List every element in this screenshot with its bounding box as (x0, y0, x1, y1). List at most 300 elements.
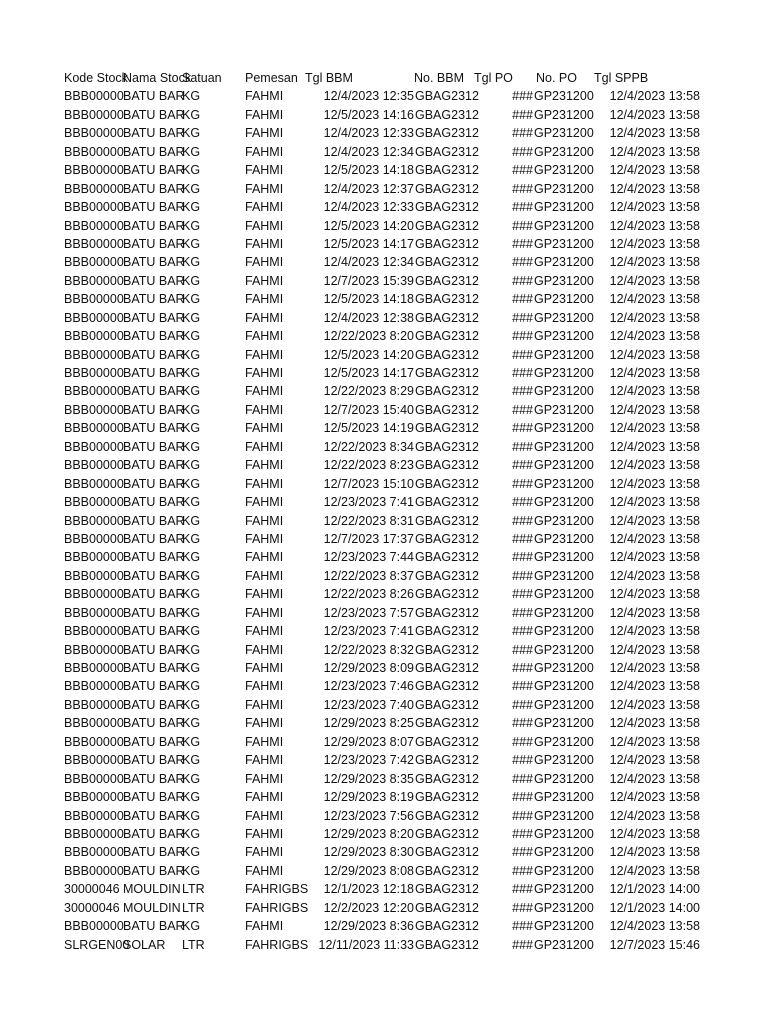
cell-pemesan: FAHMI (245, 89, 284, 104)
cell-kode-stock: BBB00000 (64, 605, 124, 620)
cell-no-bbm: GBAG2312 (415, 458, 479, 473)
cell-nama-stock: BATU BAR (123, 402, 185, 417)
cell-kode-stock: BBB00000 (64, 310, 124, 325)
cell-no-bbm: GBAG2312 (415, 439, 479, 454)
cell-no-po: GP231200 (534, 531, 594, 546)
cell-no-bbm: GBAG2312 (415, 402, 479, 417)
table-row (0, 180, 768, 198)
cell-kode-stock: BBB00000 (64, 107, 124, 122)
cell-pemesan: FAHMI (245, 366, 284, 380)
table-row (0, 548, 768, 566)
cell-no-bbm: GBAG2312 (415, 292, 479, 307)
cell-kode-stock: BBB00000 (64, 826, 124, 841)
cell-tgl-po: ### (512, 605, 533, 620)
cell-no-bbm: GBAG2312 (415, 845, 479, 860)
cell-satuan: KG (182, 845, 201, 860)
cell-tgl-sppb: 12/4/2023 13:58 (609, 421, 700, 436)
cell-no-po: GP231200 (534, 458, 594, 473)
cell-tgl-po: ### (512, 458, 533, 473)
cell-nama-stock: BATU BAR (123, 384, 185, 399)
cell-pemesan: FAHMI (245, 126, 284, 141)
cell-tgl-bbm: 12/11/2023 11:33 (318, 937, 414, 952)
cell-nama-stock: BATU BAR (123, 218, 185, 233)
cell-tgl-po: ### (512, 126, 533, 141)
cell-no-bbm: GBAG2312 (415, 863, 479, 878)
cell-tgl-bbm: 12/22/2023 8:20 (323, 329, 414, 344)
cell-satuan: KG (182, 218, 201, 233)
cell-tgl-bbm: 12/5/2023 14:16 (323, 107, 414, 122)
cell-no-po: GP231200 (534, 550, 594, 565)
cell-kode-stock: BBB00000 (64, 919, 124, 934)
cell-nama-stock: SOLAR (123, 937, 166, 952)
cell-no-po: GP231200 (534, 624, 594, 639)
table-row (0, 604, 768, 622)
cell-no-bbm: GBAG2312 (415, 273, 479, 288)
cell-no-bbm: GBAG2312 (415, 716, 479, 731)
cell-tgl-po: ### (512, 347, 533, 362)
cell-no-bbm: GBAG2312 (415, 329, 479, 344)
cell-satuan: KG (182, 273, 201, 288)
cell-kode-stock: BBB00000 (64, 845, 124, 860)
cell-pemesan: FAHMI (245, 531, 284, 546)
cell-tgl-po: ### (512, 476, 533, 491)
cell-tgl-bbm: 12/5/2023 14:20 (323, 218, 414, 233)
table-row (0, 401, 768, 419)
table-row (0, 677, 768, 695)
cell-satuan: KG (182, 679, 201, 694)
cell-nama-stock: BATU BAR (123, 458, 185, 473)
cell-tgl-po: ### (512, 624, 533, 639)
cell-pemesan: FAHMI (245, 292, 284, 307)
cell-tgl-sppb: 12/4/2023 13:58 (609, 568, 700, 583)
table-row (0, 751, 768, 769)
cell-pemesan: FAHMI (245, 402, 284, 417)
cell-kode-stock: BBB00000 (64, 292, 124, 307)
cell-tgl-bbm: 12/23/2023 7:40 (323, 697, 414, 712)
cell-tgl-sppb: 12/4/2023 13:58 (609, 697, 700, 712)
cell-tgl-po: ### (512, 808, 533, 823)
cell-kode-stock: BBB00000 (64, 402, 124, 417)
cell-satuan: KG (182, 181, 201, 196)
header-tgl-sppb: Tgl SPPB (594, 71, 649, 85)
table-row (0, 641, 768, 659)
cell-satuan: KG (182, 89, 201, 104)
cell-pemesan: FAHMI (245, 679, 284, 694)
cell-tgl-bbm: 12/5/2023 14:17 (323, 236, 414, 251)
cell-pemesan: FAHMI (245, 347, 284, 362)
cell-tgl-bbm: 12/5/2023 14:18 (323, 163, 414, 178)
cell-no-bbm: GBAG2312 (415, 753, 479, 768)
cell-tgl-sppb: 12/4/2023 13:58 (609, 919, 700, 934)
cell-kode-stock: BBB00000 (64, 421, 124, 436)
cell-nama-stock: BATU BAR (123, 273, 185, 288)
cell-satuan: KG (182, 513, 201, 528)
cell-nama-stock: BATU BAR (123, 790, 185, 805)
cell-nama-stock: BATU BAR (123, 421, 185, 436)
cell-tgl-bbm: 12/22/2023 8:31 (323, 513, 414, 528)
cell-nama-stock: BATU BAR (123, 550, 185, 565)
cell-nama-stock: BATU BAR (123, 255, 185, 270)
cell-tgl-bbm: 12/7/2023 17:37 (323, 531, 414, 546)
cell-tgl-bbm: 12/4/2023 12:38 (323, 310, 414, 325)
cell-tgl-bbm: 12/4/2023 12:37 (323, 181, 414, 196)
cell-no-bbm: GBAG2312 (415, 900, 479, 915)
cell-no-po: GP231200 (534, 163, 594, 178)
cell-pemesan: FAHMI (245, 384, 284, 399)
table-row (0, 235, 768, 253)
cell-tgl-po: ### (512, 107, 533, 122)
table-row (0, 493, 768, 511)
cell-pemesan: FAHMI (245, 107, 284, 122)
cell-satuan: KG (182, 605, 201, 620)
cell-satuan: KG (182, 863, 201, 878)
cell-pemesan: FAHMI (245, 605, 284, 620)
cell-no-bbm: GBAG2312 (415, 366, 479, 380)
cell-tgl-po: ### (512, 900, 533, 915)
cell-no-bbm: GBAG2312 (415, 771, 479, 786)
cell-tgl-po: ### (512, 329, 533, 344)
cell-tgl-sppb: 12/1/2023 14:00 (609, 882, 700, 897)
cell-tgl-bbm: 12/7/2023 15:10 (323, 476, 414, 491)
cell-nama-stock: MOULDIN (123, 882, 181, 897)
cell-tgl-sppb: 12/4/2023 13:58 (609, 771, 700, 786)
cell-pemesan: FAHMI (245, 439, 284, 454)
cell-no-bbm: GBAG2312 (415, 679, 479, 694)
cell-kode-stock: BBB00000 (64, 439, 124, 454)
cell-kode-stock: BBB00000 (64, 753, 124, 768)
cell-no-po: GP231200 (534, 808, 594, 823)
cell-no-po: GP231200 (534, 144, 594, 159)
cell-tgl-bbm: 12/7/2023 15:39 (323, 273, 414, 288)
cell-tgl-bbm: 12/29/2023 8:35 (323, 771, 414, 786)
cell-tgl-sppb: 12/4/2023 13:58 (609, 273, 700, 288)
cell-tgl-bbm: 12/29/2023 8:25 (323, 716, 414, 731)
table-row (0, 106, 768, 124)
cell-satuan: LTR (182, 882, 205, 897)
cell-nama-stock: BATU BAR (123, 679, 185, 694)
cell-tgl-bbm: 12/7/2023 15:40 (323, 402, 414, 417)
cell-no-po: GP231200 (534, 863, 594, 878)
cell-tgl-po: ### (512, 163, 533, 178)
cell-kode-stock: BBB00000 (64, 495, 124, 510)
table-row (0, 272, 768, 290)
cell-tgl-po: ### (512, 679, 533, 694)
cell-pemesan: FAHMI (245, 919, 284, 934)
table-row (0, 346, 768, 364)
cell-satuan: KG (182, 568, 201, 583)
cell-nama-stock: BATU BAR (123, 200, 185, 215)
cell-no-po: GP231200 (534, 366, 594, 380)
cell-tgl-bbm: 12/4/2023 12:35 (323, 89, 414, 104)
cell-tgl-sppb: 12/4/2023 13:58 (609, 458, 700, 473)
cell-no-bbm: GBAG2312 (415, 697, 479, 712)
cell-tgl-sppb: 12/4/2023 13:58 (609, 329, 700, 344)
table-row (0, 327, 768, 345)
cell-tgl-bbm: 12/23/2023 7:41 (323, 495, 414, 510)
cell-tgl-bbm: 12/4/2023 12:34 (323, 255, 414, 270)
cell-pemesan: FAHMI (245, 771, 284, 786)
cell-tgl-po: ### (512, 439, 533, 454)
cell-satuan: KG (182, 808, 201, 823)
table-row (0, 899, 768, 917)
cell-pemesan: FAHMI (245, 550, 284, 565)
cell-tgl-bbm: 12/22/2023 8:34 (323, 439, 414, 454)
cell-no-bbm: GBAG2312 (415, 587, 479, 602)
table-row (0, 770, 768, 788)
header-kode-stock: Kode Stock (64, 71, 128, 85)
cell-tgl-bbm: 12/22/2023 8:29 (323, 384, 414, 399)
cell-tgl-sppb: 12/4/2023 13:58 (609, 550, 700, 565)
cell-tgl-bbm: 12/29/2023 8:19 (323, 790, 414, 805)
cell-kode-stock: BBB00000 (64, 679, 124, 694)
cell-satuan: KG (182, 642, 201, 657)
cell-kode-stock: BBB00000 (64, 200, 124, 215)
cell-tgl-sppb: 12/4/2023 13:58 (609, 863, 700, 878)
cell-satuan: KG (182, 476, 201, 491)
cell-satuan: LTR (182, 937, 205, 952)
cell-tgl-bbm: 12/4/2023 12:34 (323, 144, 414, 159)
cell-satuan: KG (182, 734, 201, 749)
cell-pemesan: FAHMI (245, 181, 284, 196)
cell-nama-stock: BATU BAR (123, 605, 185, 620)
cell-nama-stock: BATU BAR (123, 329, 185, 344)
cell-pemesan: FAHMI (245, 329, 284, 344)
cell-no-po: GP231200 (534, 384, 594, 399)
cell-kode-stock: BBB00000 (64, 808, 124, 823)
cell-kode-stock: BBB00000 (64, 476, 124, 491)
cell-no-bbm: GBAG2312 (415, 790, 479, 805)
cell-no-po: GP231200 (534, 329, 594, 344)
cell-tgl-po: ### (512, 845, 533, 860)
cell-no-po: GP231200 (534, 89, 594, 104)
cell-nama-stock: BATU BAR (123, 292, 185, 307)
cell-tgl-sppb: 12/4/2023 13:58 (609, 476, 700, 491)
cell-satuan: KG (182, 421, 201, 436)
cell-tgl-po: ### (512, 937, 533, 952)
cell-pemesan: FAHMI (245, 163, 284, 178)
cell-no-po: GP231200 (534, 845, 594, 860)
cell-no-bbm: GBAG2312 (415, 144, 479, 159)
table-row (0, 475, 768, 493)
table-row (0, 217, 768, 235)
cell-satuan: KG (182, 310, 201, 325)
cell-no-po: GP231200 (534, 107, 594, 122)
cell-no-po: GP231200 (534, 310, 594, 325)
cell-pemesan: FAHMI (245, 236, 284, 251)
header-tgl-po: Tgl PO (474, 71, 513, 85)
cell-satuan: KG (182, 144, 201, 159)
cell-no-bbm: GBAG2312 (415, 550, 479, 565)
cell-no-po: GP231200 (534, 937, 594, 952)
cell-tgl-sppb: 12/4/2023 13:58 (609, 808, 700, 823)
cell-no-bbm: GBAG2312 (415, 605, 479, 620)
cell-pemesan: FAHMI (245, 458, 284, 473)
cell-no-po: GP231200 (534, 642, 594, 657)
cell-tgl-bbm: 12/23/2023 7:44 (323, 550, 414, 565)
cell-nama-stock: MOULDIN (123, 900, 181, 915)
cell-no-bbm: GBAG2312 (415, 181, 479, 196)
cell-nama-stock: BATU BAR (123, 753, 185, 768)
cell-tgl-sppb: 12/4/2023 13:58 (609, 513, 700, 528)
cell-nama-stock: BATU BAR (123, 144, 185, 159)
cell-tgl-bbm: 12/4/2023 12:33 (323, 126, 414, 141)
cell-tgl-sppb: 12/4/2023 13:58 (609, 402, 700, 417)
cell-pemesan: FAHMI (245, 642, 284, 657)
cell-no-bbm: GBAG2312 (415, 661, 479, 675)
cell-pemesan: FAHMI (245, 218, 284, 233)
cell-nama-stock: BATU BAR (123, 642, 185, 657)
cell-no-po: GP231200 (534, 476, 594, 491)
table-row (0, 530, 768, 548)
cell-nama-stock: BATU BAR (123, 771, 185, 786)
cell-no-po: GP231200 (534, 439, 594, 454)
cell-tgl-sppb: 12/4/2023 13:58 (609, 826, 700, 841)
cell-tgl-sppb: 12/4/2023 13:58 (609, 89, 700, 104)
cell-pemesan: FAHMI (245, 863, 284, 878)
cell-no-bbm: GBAG2312 (415, 163, 479, 178)
cell-no-bbm: GBAG2312 (415, 624, 479, 639)
cell-pemesan: FAHRIGBS (245, 900, 309, 915)
cell-pemesan: FAHMI (245, 144, 284, 159)
cell-tgl-bbm: 12/23/2023 7:57 (323, 605, 414, 620)
table-row (0, 419, 768, 437)
table-row (0, 198, 768, 216)
cell-no-po: GP231200 (534, 255, 594, 270)
cell-nama-stock: BATU BAR (123, 808, 185, 823)
cell-kode-stock: BBB00000 (64, 790, 124, 805)
cell-tgl-po: ### (512, 495, 533, 510)
cell-kode-stock: BBB00000 (64, 218, 124, 233)
cell-nama-stock: BATU BAR (123, 568, 185, 583)
cell-satuan: KG (182, 550, 201, 565)
cell-no-po: GP231200 (534, 771, 594, 786)
cell-tgl-bbm: 12/5/2023 14:18 (323, 292, 414, 307)
cell-satuan: KG (182, 495, 201, 510)
cell-tgl-sppb: 12/4/2023 13:58 (609, 236, 700, 251)
cell-nama-stock: BATU BAR (123, 845, 185, 860)
cell-tgl-sppb: 12/4/2023 13:58 (609, 679, 700, 694)
cell-kode-stock: BBB00000 (64, 550, 124, 565)
cell-no-po: GP231200 (534, 661, 594, 675)
cell-tgl-bbm: 12/29/2023 8:09 (323, 661, 414, 675)
cell-nama-stock: BATU BAR (123, 236, 185, 251)
cell-nama-stock: BATU BAR (123, 181, 185, 196)
cell-kode-stock: BBB00000 (64, 642, 124, 657)
cell-no-po: GP231200 (534, 882, 594, 897)
cell-no-bbm: GBAG2312 (415, 347, 479, 362)
cell-satuan: KG (182, 531, 201, 546)
cell-no-bbm: GBAG2312 (415, 421, 479, 436)
cell-kode-stock: BBB00000 (64, 347, 124, 362)
header-nama-stock: Nama Stock (123, 71, 192, 85)
cell-no-po: GP231200 (534, 734, 594, 749)
cell-tgl-sppb: 12/4/2023 13:58 (609, 661, 700, 675)
cell-pemesan: FAHMI (245, 826, 284, 841)
header-pemesan: Pemesan (245, 71, 298, 85)
cell-no-po: GP231200 (534, 716, 594, 731)
cell-pemesan: FAHMI (245, 716, 284, 731)
cell-satuan: KG (182, 697, 201, 712)
cell-no-bbm: GBAG2312 (415, 236, 479, 251)
table-row (0, 714, 768, 732)
cell-satuan: KG (182, 329, 201, 344)
table-row (0, 936, 768, 954)
cell-kode-stock: BBB00000 (64, 661, 124, 675)
cell-no-po: GP231200 (534, 236, 594, 251)
cell-pemesan: FAHMI (245, 200, 284, 215)
cell-kode-stock: BBB00000 (64, 89, 124, 104)
cell-no-bbm: GBAG2312 (415, 826, 479, 841)
cell-no-po: GP231200 (534, 753, 594, 768)
header-row (0, 69, 768, 87)
table-row (0, 622, 768, 640)
cell-tgl-sppb: 12/4/2023 13:58 (609, 126, 700, 141)
cell-pemesan: FAHMI (245, 753, 284, 768)
cell-kode-stock: BBB00000 (64, 697, 124, 712)
cell-kode-stock: BBB00000 (64, 734, 124, 749)
cell-tgl-po: ### (512, 89, 533, 104)
header-tgl-bbm: Tgl BBM (305, 71, 353, 85)
cell-tgl-po: ### (512, 218, 533, 233)
cell-tgl-bbm: 12/29/2023 8:20 (323, 826, 414, 841)
cell-tgl-bbm: 12/29/2023 8:08 (323, 863, 414, 878)
cell-nama-stock: BATU BAR (123, 347, 185, 362)
cell-tgl-sppb: 12/4/2023 13:58 (609, 587, 700, 602)
cell-nama-stock: BATU BAR (123, 587, 185, 602)
cell-tgl-po: ### (512, 919, 533, 934)
cell-tgl-po: ### (512, 753, 533, 768)
cell-tgl-sppb: 12/4/2023 13:58 (609, 790, 700, 805)
cell-no-bbm: GBAG2312 (415, 513, 479, 528)
cell-tgl-bbm: 12/5/2023 14:20 (323, 347, 414, 362)
header-no-po: No. PO (536, 71, 577, 85)
cell-tgl-sppb: 12/4/2023 13:58 (609, 163, 700, 178)
cell-nama-stock: BATU BAR (123, 624, 185, 639)
cell-nama-stock: BATU BAR (123, 476, 185, 491)
cell-tgl-po: ### (512, 587, 533, 602)
cell-tgl-po: ### (512, 697, 533, 712)
cell-satuan: KG (182, 919, 201, 934)
cell-tgl-bbm: 12/22/2023 8:26 (323, 587, 414, 602)
cell-kode-stock: BBB00000 (64, 587, 124, 602)
cell-no-bbm: GBAG2312 (415, 937, 479, 952)
cell-no-po: GP231200 (534, 697, 594, 712)
cell-no-po: GP231200 (534, 292, 594, 307)
header-no-bbm: No. BBM (414, 71, 465, 85)
cell-kode-stock: 30000046 (64, 900, 120, 915)
cell-tgl-sppb: 12/4/2023 13:58 (609, 439, 700, 454)
cell-kode-stock: BBB00000 (64, 624, 124, 639)
cell-kode-stock: BBB00000 (64, 568, 124, 583)
cell-no-po: GP231200 (534, 495, 594, 510)
cell-kode-stock: BBB00000 (64, 531, 124, 546)
table-row (0, 87, 768, 105)
cell-satuan: KG (182, 366, 201, 380)
cell-nama-stock: BATU BAR (123, 919, 185, 934)
cell-no-bbm: GBAG2312 (415, 919, 479, 934)
cell-tgl-po: ### (512, 255, 533, 270)
cell-satuan: KG (182, 716, 201, 731)
cell-tgl-sppb: 12/4/2023 13:58 (609, 255, 700, 270)
cell-tgl-po: ### (512, 513, 533, 528)
cell-nama-stock: BATU BAR (123, 310, 185, 325)
cell-kode-stock: 30000046 (64, 882, 120, 897)
cell-no-po: GP231200 (534, 679, 594, 694)
cell-tgl-sppb: 12/4/2023 13:58 (609, 366, 700, 380)
cell-no-bbm: GBAG2312 (415, 218, 479, 233)
cell-tgl-po: ### (512, 310, 533, 325)
cell-pemesan: FAHMI (245, 587, 284, 602)
